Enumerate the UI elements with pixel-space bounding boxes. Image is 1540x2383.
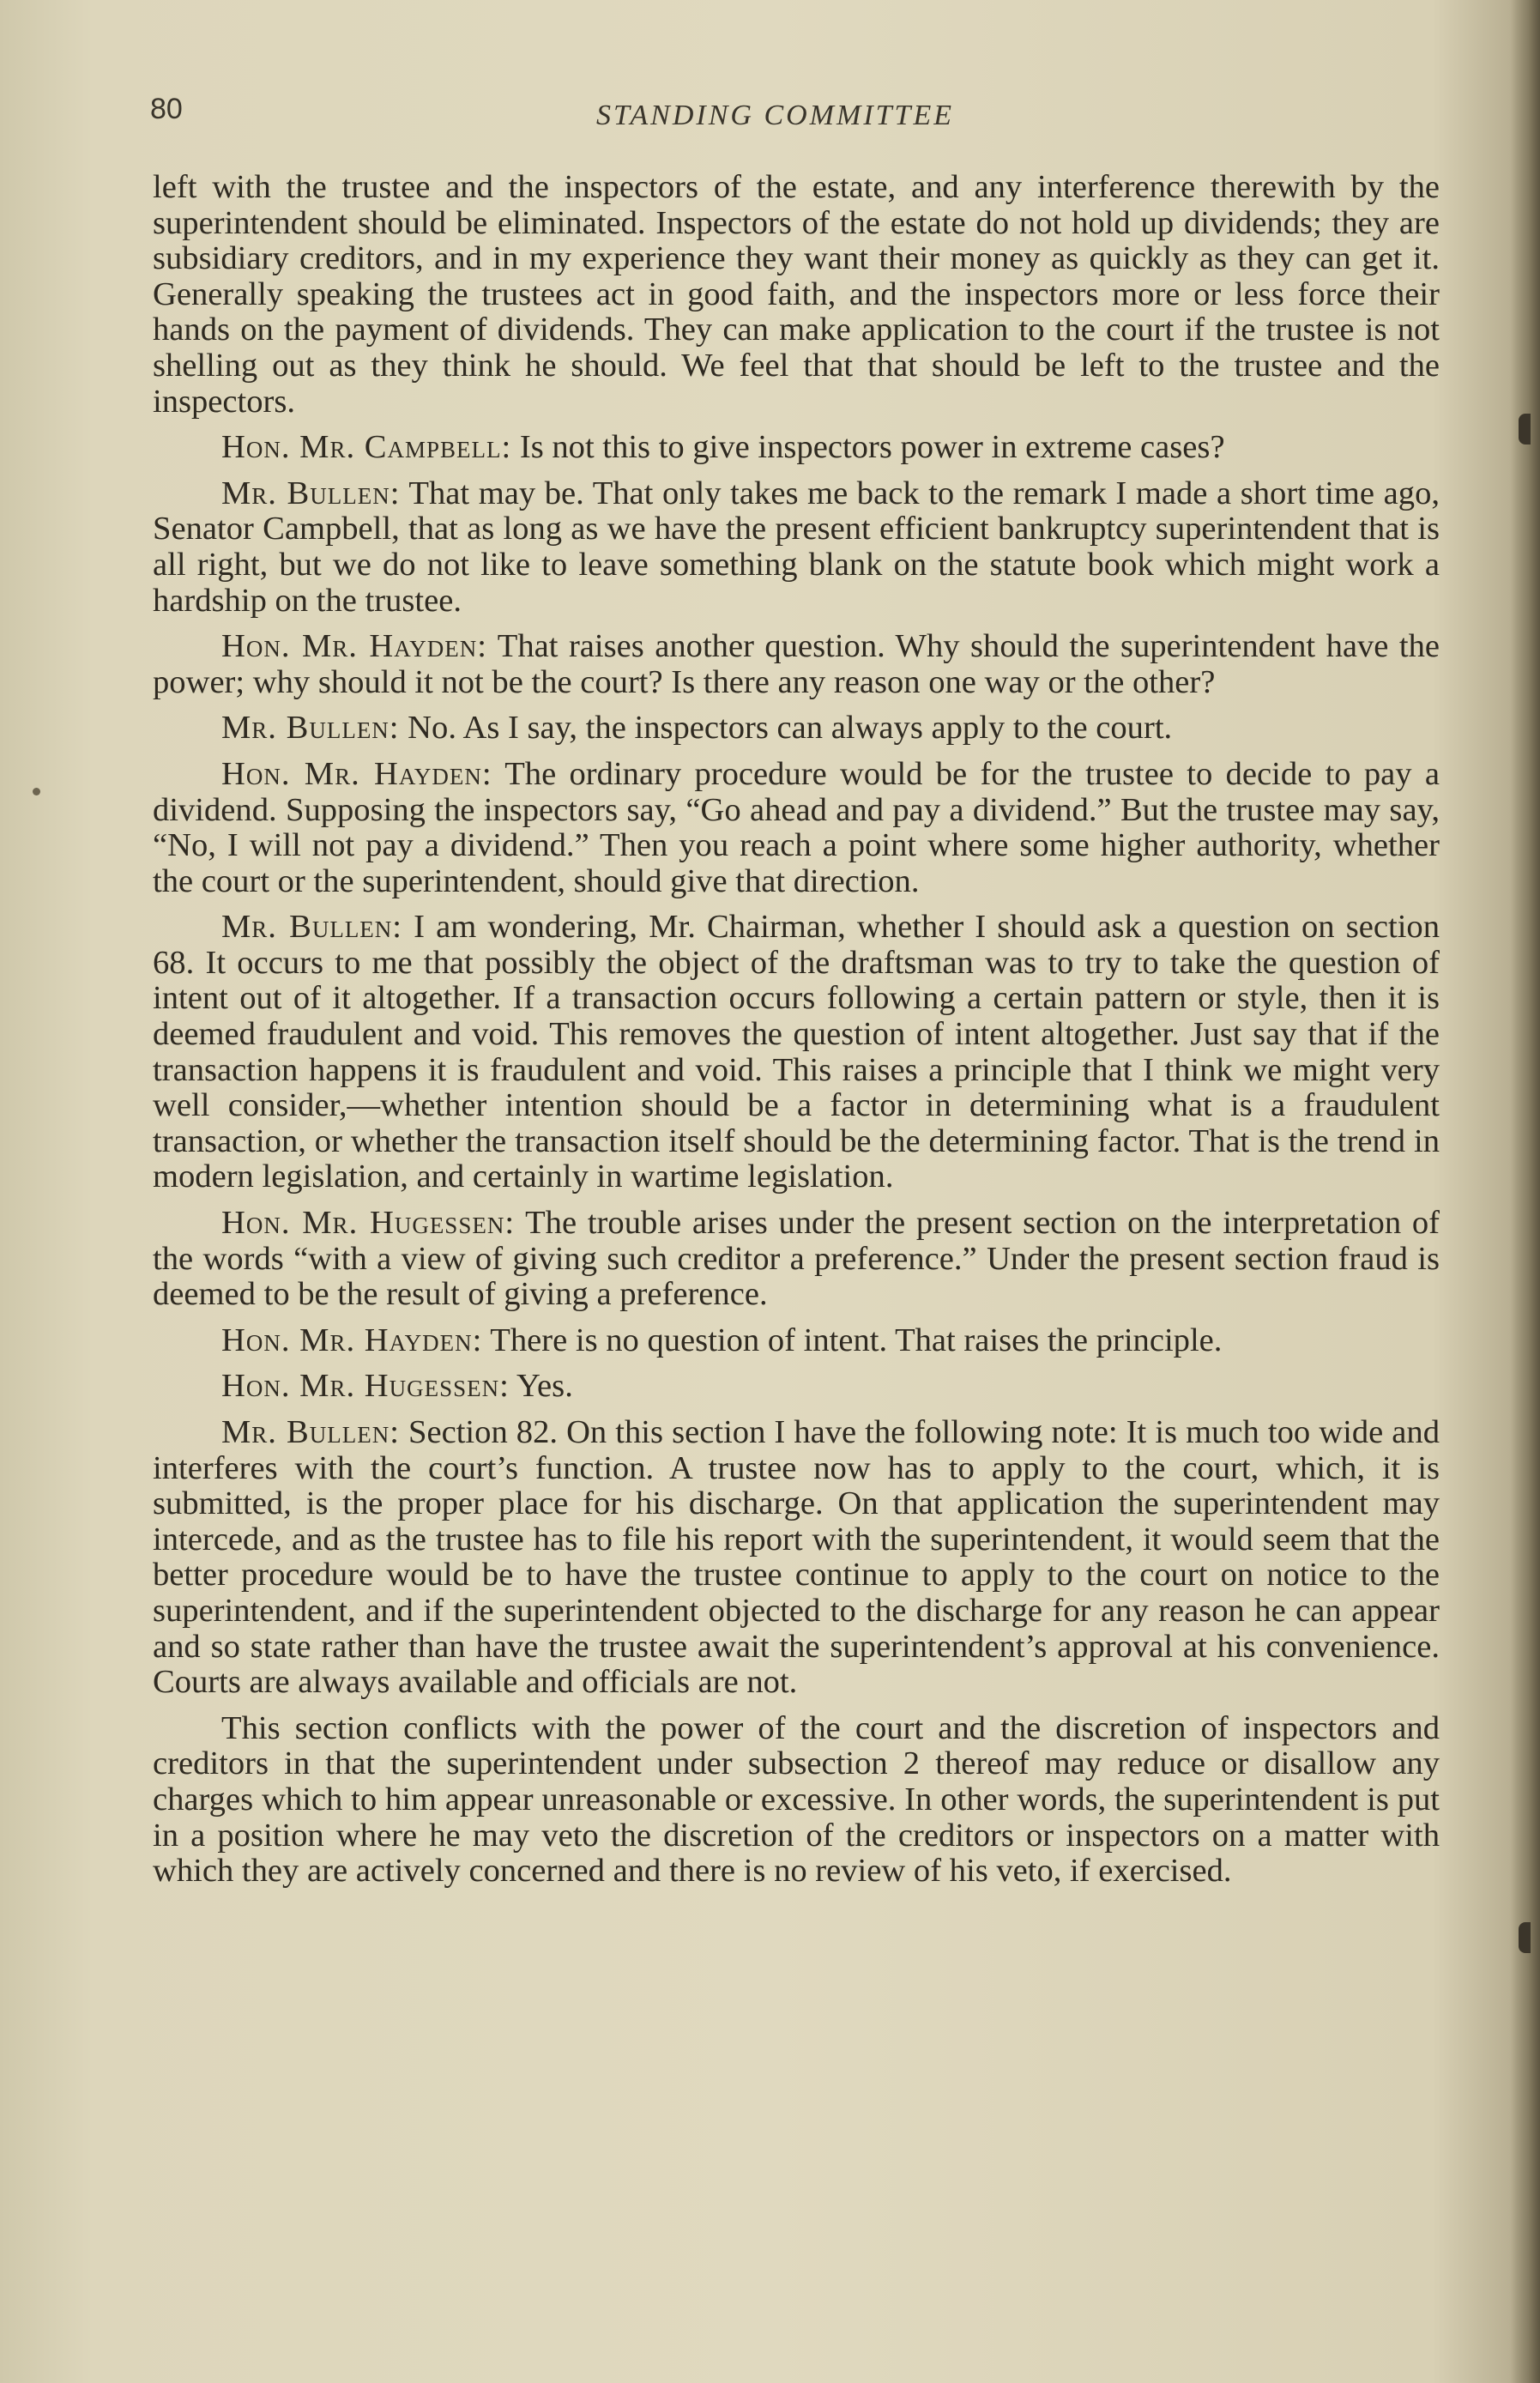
paragraph-text: The trouble arises under the present section on the interpretation of the words “with a view of giving such creditor a preference.” Under the present section fraud is deemed to be the result of giving a preference.	[153, 1205, 1440, 1313]
paragraph-text: No. As I say, the inspectors can always apply to the court.	[399, 710, 1173, 747]
paragraph	[153, 430, 1440, 466]
binding-mark	[1519, 1922, 1531, 1953]
paragraph-text: left with the trustee and the inspectors of the estate, and any interference therewith by the superintendent should be eliminated. Inspectors of the estate do not hold up dividends; they are subsidiary creditors, and in my experience they want their money as quickly as they can get it. Generally speaking the trustees act in good faith, and the inspectors more or less force their hands on the payment of dividends. They can make application to the court if the trustee is not shelling out as they think he should. We feel that that should be left to the trustee and the inspectors.	[153, 169, 1440, 420]
speaker: Mr. Bullen:	[221, 1414, 400, 1450]
speaker: Hon. Mr. Campbell:	[221, 429, 512, 466]
speaker: Mr. Bullen:	[221, 475, 401, 511]
binding-mark	[1519, 414, 1531, 445]
paragraph	[153, 1711, 1440, 1890]
paragraph	[153, 1323, 1440, 1359]
paragraph-text: I am wondering, Mr. Chairman, whether I should ask a question on section 68. It occurs to me that possibly the object of the draftsman was to try to take the question of intent out of it altogether. If a transaction occurs following a certain pattern or style, then it is deemed fraudulent and void. This removes the question of intent altogether. Just say that if the transaction happens it is fraudulent and void. This raises a principle that I think we might very well consider,—whether intention should be a factor in determining what is a fraudulent transaction, or whether the transaction itself should be the determining factor. That is the trend in modern legislation, and certainly in wartime legislation.	[153, 909, 1440, 1195]
body-text	[153, 170, 1440, 1900]
paragraph-text: Section 82. On this section I have the following note: It is much too wide and interferes with the court’s function. A trustee now has to apply to the court, which, it is submitted, is the proper place for his discharge. On that application the superintendent may intercede, and as the trustee has to file his report with the superintendent, it would seem that the better procedure would be to have the trustee continue to apply to the court on notice to the superintendent, and if the superintendent objected to the discharge for any reason he can appear and so state rather than have the trustee await the superintendent’s approval at his convenience. Courts are always available and officials are not.	[153, 1414, 1440, 1701]
paragraph	[153, 711, 1440, 747]
page-edge-shadow	[1511, 0, 1540, 2383]
speck	[33, 788, 40, 795]
paragraph	[153, 629, 1440, 700]
paragraph-text: The ordinary procedure would be for the trustee to decide to pay a dividend. Supposing the inspectors say, “Go ahead and pay a dividend.” But the trustee may say, “No, I will not pay a dividend.” Then you reach a point where some higher authority, whether the court or the superintendent, should give that direction.	[153, 755, 1440, 899]
paragraph-text: That raises another question. Why should the superintendent have the power; why should it not be the court? Is there any reason one way or the other?	[153, 628, 1440, 700]
paragraph	[153, 910, 1440, 1195]
paragraph	[153, 476, 1440, 619]
page-number: 80	[150, 93, 183, 125]
speaker: Hon. Mr. Hayden:	[221, 1322, 483, 1358]
speaker: Mr. Bullen:	[221, 710, 400, 747]
paragraph-text: Is not this to give inspectors power in extreme cases?	[511, 429, 1225, 466]
speaker: Mr. Bullen:	[221, 909, 403, 946]
paragraph	[153, 1415, 1440, 1701]
paragraph-text: That may be. That only takes me back to the remark I made a short time ago, Senator Campbell, that as long as we have the present efficient bankruptcy superintendent that is all right, but we do not like to leave something blank on the statute book which might work a hardship on the trustee.	[153, 475, 1440, 619]
paragraph	[153, 170, 1440, 420]
speaker: Hon. Mr. Hugessen:	[221, 1205, 516, 1242]
page-header	[150, 93, 1437, 144]
paragraph-text: Yes.	[509, 1368, 573, 1405]
paragraph-text: This section conflicts with the power of the court and the discretion of inspectors and creditors in that the superintendent under subsection 2 thereof may reduce or disallow any charges which to him appear unreasonable or excessive. In other words, the superintendent is put in a position where he may veto the discretion of the creditors or inspectors on a matter with which they are actively concerned and there is no review of his veto, if exercised.	[153, 1709, 1440, 1890]
speaker: Hon. Mr. Hugessen:	[221, 1368, 510, 1405]
paragraph-text: There is no question of intent. That raises the principle.	[482, 1322, 1223, 1358]
running-head: STANDING COMMITTEE	[596, 100, 954, 131]
paragraph	[153, 1369, 1440, 1405]
speaker: Hon. Mr. Hayden:	[221, 755, 492, 792]
paragraph	[153, 1206, 1440, 1313]
speaker: Hon. Mr. Hayden:	[221, 628, 487, 665]
paragraph	[153, 757, 1440, 899]
